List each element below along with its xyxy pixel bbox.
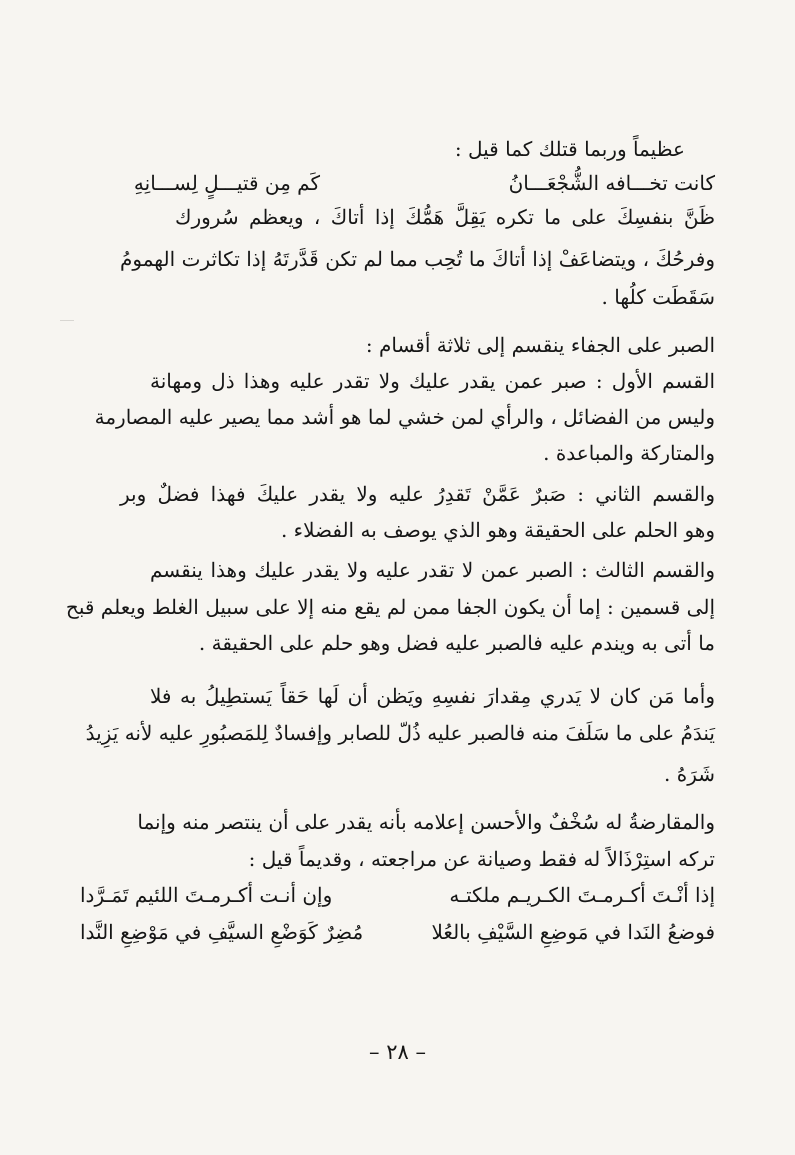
text-line-8: وليس من الفضائل ، والرأي لمن خشي لما هو أشد مما يصير عليه المصارمة <box>94 405 715 429</box>
text-line-11: وهو الحلم على الحقيقة وهو الذي يوصف به الفضلاء . <box>280 518 715 542</box>
text-line-1: عظيماً وربما قتلك كما قيل : <box>454 137 685 161</box>
verse-2-second-hemistich: وإن أنـت أكـرمـتَ اللئيم تَمَـرَّدا <box>80 883 333 907</box>
text-line-18: والمقارضةُ له سُخْفٌ والأحسن إعلامه بأنه يقدر على أن ينتصر منه وإنما <box>137 810 715 834</box>
text-line-12: والقسم الثالث : الصبر عمن لا تقدر عليه ولا يقدر عليك وهذا ينقسم <box>150 558 715 582</box>
text-line-14: ما أتى به ويندم عليه فالصبر عليه فضل وهو حلم على الحقيقة . <box>198 631 715 655</box>
text-line-13: إلى قسمين : إما أن يكون الجفا ممن لم يقع منه إلا على سبيل الغلط ويعلم قبح <box>65 595 715 619</box>
text-line-17: شَرَهُ . <box>664 762 715 786</box>
verse-2-first-hemistich: إذا أنْـتَ أكـرمـتَ الكـريـم ملكتـه <box>449 883 715 907</box>
text-line-6: الصبر على الجفاء ينقسم إلى ثلاثة أقسام : <box>365 333 715 357</box>
verse-1-second-hemistich: كانت تخـــافه الشُّجْعَـــانُ <box>508 171 715 195</box>
page-number: – ٢٨ – <box>369 1040 426 1064</box>
text-line-16: يَندَمُ على ما سَلَفَ منه فالصبر عليه ذُلّ للصابر وإفسادٌ لِلمَصبُورِ عليه لأنه يَزِيدُ <box>85 721 715 745</box>
text-line-7: القسم الأول : صبر عمن يقدر عليك ولا تقدر عليه وهذا ذل ومهانة <box>150 369 715 393</box>
text-line-5: سَقَطَت كلُها . <box>601 285 715 309</box>
margin-mark <box>60 320 74 321</box>
verse-3-first-hemistich: فوضعُ النَدا في مَوضِعِ السَّيْفِ بالعُلا <box>431 920 715 944</box>
text-line-15: وأما مَن كان لا يَدري مِقدارَ نفسِهِ ويَظن أن لَها حَقاً يَستطِيلُ به فلا <box>150 684 715 708</box>
text-line-10: والقسم الثاني : صَبرٌ عَمَّنْ تَقدِرُ عليه ولا يقدر عليكَ فهذا فضلٌ وبر <box>120 482 715 506</box>
text-line-9: والمتاركة والمباعدة . <box>543 441 715 465</box>
text-line-3: ظَنَّ بنفسِكَ على ما تكره يَقِلَّ هَمُّكَ إذا أتاكَ ، ويعظم سُرورك <box>175 205 715 229</box>
text-line-4: وفرحُكَ ، ويتضاعَفْ إذا أتاكَ ما تُحِب مما لم تكن قَدَّرتَهُ إذا تكاثرت الهمومُ <box>120 247 715 271</box>
verse-3-second-hemistich: مُضِرٌ كَوَضْعِ السيَّفِ في مَوْضِعِ النَّدا <box>80 920 364 944</box>
verse-1-first-hemistich: كَم مِن قتيـــلٍ لِســـانِهِ <box>133 171 320 195</box>
text-line-19: تركه استِرْذَالاً له فقط وصيانة عن مراجعته ، وقديماً قيل : <box>248 847 715 871</box>
